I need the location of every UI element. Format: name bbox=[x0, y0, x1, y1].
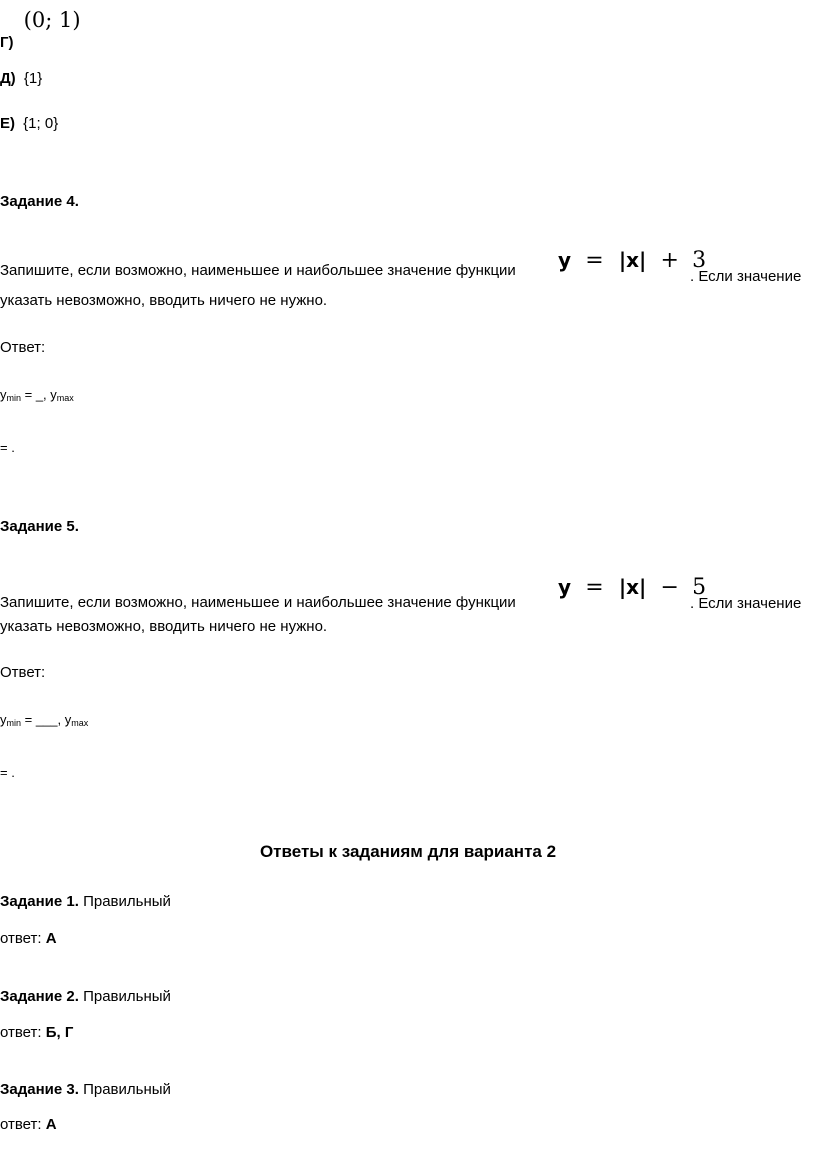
task5-ymin-ymax bbox=[0, 712, 88, 728]
option-value: {1; 0} bbox=[23, 115, 59, 132]
answer-1 bbox=[0, 893, 171, 910]
task4-question-line1 bbox=[0, 262, 516, 279]
answer-title: Задание 1. bbox=[0, 893, 79, 910]
task5-text-before: Запишите, если возможно, наименьшее и наибольшее значение функции bbox=[0, 594, 516, 611]
ymin-var: y bbox=[0, 712, 7, 727]
answers-heading: Ответы к заданиям для варианта 2 bbox=[259, 842, 557, 861]
task4-ymin-ymax bbox=[0, 387, 74, 403]
task5-eq-line: = . bbox=[0, 765, 15, 780]
answer-line1: Правильный bbox=[78, 893, 171, 910]
answer-value: Б, Г bbox=[45, 1024, 74, 1041]
task4-text-before: Запишите, если возможно, наименьшее и наибольшее значение функции bbox=[0, 262, 516, 279]
answer-label: ответ: bbox=[0, 1116, 46, 1133]
formula-abs-x: |x| bbox=[618, 575, 647, 599]
answer-title: Задание 3. bbox=[0, 1081, 79, 1098]
task4-question-line2: указать невозможно, вводить ничего не нужно. bbox=[0, 292, 328, 309]
option-e bbox=[0, 115, 58, 132]
ymin-subscript: min bbox=[6, 393, 22, 403]
formula-number: 3 bbox=[692, 248, 708, 273]
task5-answer-label: Ответ: bbox=[0, 664, 46, 681]
ymin-blank: = _, bbox=[21, 387, 51, 402]
task4-answer-label: Ответ: bbox=[0, 339, 46, 356]
ymin-blank: = ___, bbox=[21, 712, 65, 727]
formula-operator: + bbox=[660, 248, 680, 273]
answer-3 bbox=[0, 1081, 171, 1098]
task4-eq-line: = . bbox=[0, 440, 15, 455]
answer-value: А bbox=[45, 930, 57, 947]
formula-operator: − bbox=[660, 575, 680, 600]
ymin-var: y bbox=[0, 387, 7, 402]
answer-line1: Правильный bbox=[78, 1081, 171, 1098]
ymax-subscript: max bbox=[56, 393, 74, 403]
ymax-var: y bbox=[64, 712, 72, 727]
answer-value: А bbox=[45, 1116, 57, 1133]
formula-var-y: y bbox=[558, 248, 572, 272]
formula-equals: = bbox=[585, 248, 605, 273]
task4-formula bbox=[558, 248, 707, 273]
formula-equals: = bbox=[585, 575, 605, 600]
ymax-var: y bbox=[50, 387, 57, 402]
option-value: {1} bbox=[23, 70, 43, 87]
answer-2 bbox=[0, 988, 171, 1005]
ymin-subscript: min bbox=[6, 718, 22, 728]
option-value: (0; 1) bbox=[23, 8, 81, 32]
option-letter: Е) bbox=[0, 115, 15, 132]
formula-var-y: y bbox=[558, 575, 572, 599]
task4-text-after: . Если значение bbox=[690, 268, 802, 285]
formula-number: 5 bbox=[692, 575, 708, 600]
option-d bbox=[0, 70, 42, 87]
option-letter: Г) bbox=[0, 34, 14, 51]
answer-1-value-line bbox=[0, 930, 57, 947]
option-g bbox=[0, 8, 81, 51]
ymax-subscript: max bbox=[71, 718, 89, 728]
option-letter: Д) bbox=[0, 70, 16, 87]
answer-label: ответ: bbox=[0, 930, 46, 947]
task4-title: Задание 4. bbox=[0, 193, 79, 210]
answer-label: ответ: bbox=[0, 1024, 46, 1041]
answer-3-value-line bbox=[0, 1116, 57, 1133]
answer-title: Задание 2. bbox=[0, 988, 79, 1005]
answer-2-value-line bbox=[0, 1024, 73, 1041]
formula-abs-x: |x| bbox=[618, 248, 647, 272]
task5-question-line1 bbox=[0, 594, 516, 611]
answer-line1: Правильный bbox=[78, 988, 171, 1005]
task5-formula bbox=[558, 575, 707, 600]
task5-title: Задание 5. bbox=[0, 518, 79, 535]
task5-text-after: . Если значение bbox=[690, 595, 802, 612]
task5-question-line2: указать невозможно, вводить ничего не нужно. bbox=[0, 618, 328, 635]
